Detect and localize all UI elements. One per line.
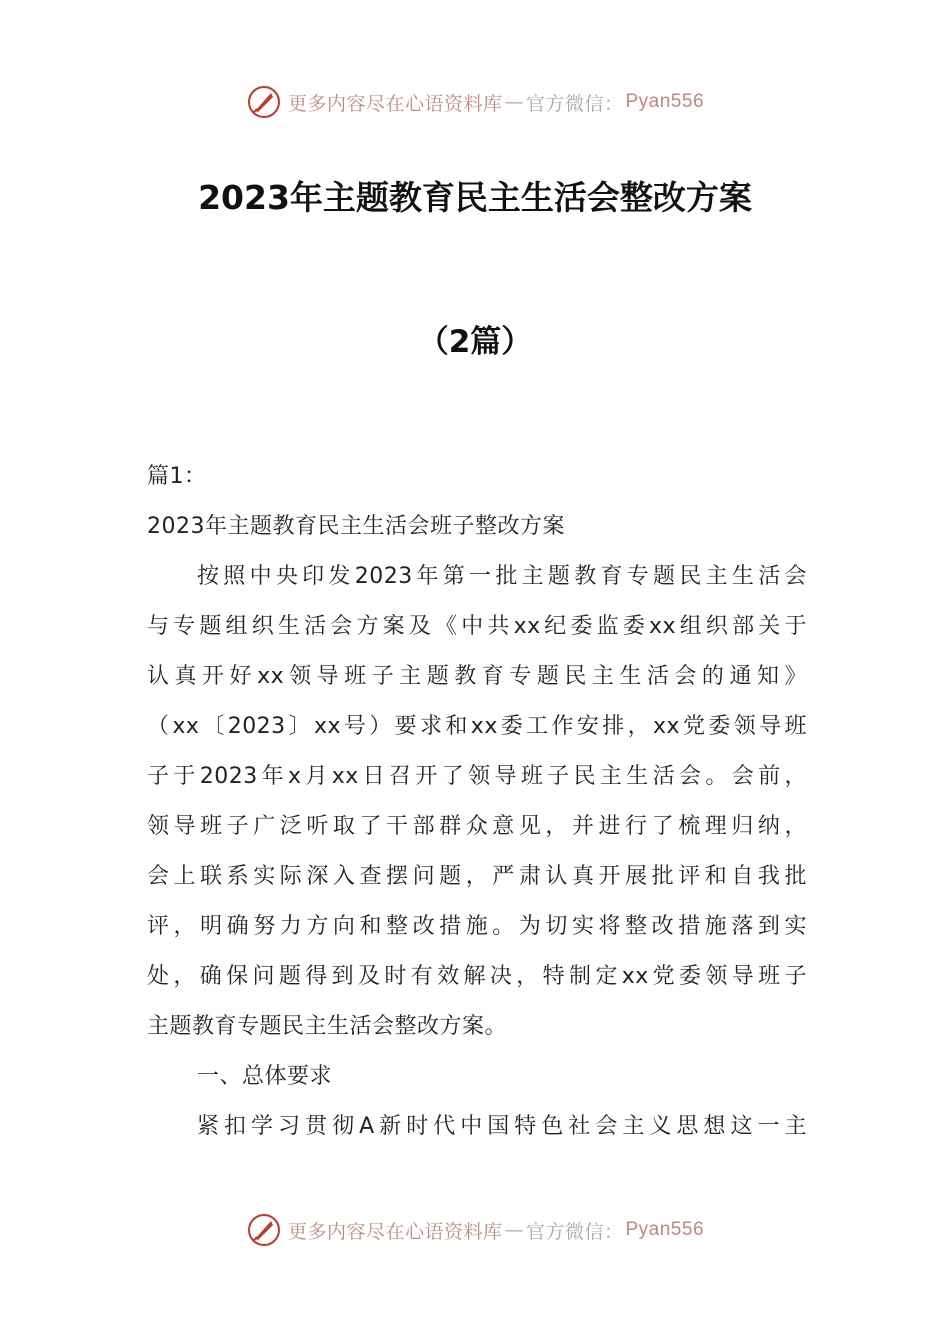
- paragraph-line: 评，明确努力方向和整改措施。为切实将整改措施落到实: [147, 914, 807, 939]
- banner-dash: —: [504, 91, 524, 113]
- paragraph-line: 按照中央印发2023年第一批主题教育专题民主生活会: [197, 564, 807, 589]
- paragraph-2-line: 紧扣学习贯彻A新时代中国特色社会主义思想这一主: [197, 1114, 807, 1139]
- footer-watermark-banner: [0, 1208, 950, 1252]
- header-watermark-banner: [0, 80, 950, 124]
- paragraph-line: 处，确保问题得到及时有效解决，特制定xx党委领导班子: [147, 964, 807, 989]
- paragraph-line: 会上联系实际深入查摆问题，严肃认真开展批评和自我批: [147, 864, 807, 889]
- banner-dash: —: [504, 1219, 524, 1241]
- document-body: [147, 452, 807, 1152]
- section-title: 2023年主题教育民主生活会班子整改方案: [147, 514, 565, 539]
- banner-wechat-id: Pyan556: [625, 91, 705, 112]
- quill-logo-icon: [246, 1212, 282, 1248]
- paragraph-line: 领导班子广泛听取了干部群众意见，并进行了梳理归纳，: [147, 814, 807, 839]
- quill-logo-icon: [246, 84, 282, 120]
- banner-brand-text: 更多内容尽在心语资料库: [287, 1220, 503, 1243]
- banner-wechat-label: 官方微信：: [525, 92, 624, 115]
- paragraph-line: 认真开好xx领导班子主题教育专题民主生活会的通知》: [147, 664, 807, 689]
- banner-brand-text: 更多内容尽在心语资料库: [287, 92, 503, 115]
- paragraph-line: 主题教育专题民主生活会整改方案。: [147, 1014, 508, 1039]
- section-label: 篇1：: [147, 464, 207, 489]
- paragraph-line: 子于2023年x月xx日召开了领导班子民主生活会。会前，: [147, 764, 807, 789]
- paragraph-line: 与专题组织生活会方案及《中共xx纪委监委xx组织部关于: [147, 614, 807, 639]
- banner-wechat-label: 官方微信：: [525, 1220, 624, 1243]
- document-title: 2023年主题教育民主生活会整改方案: [198, 178, 752, 217]
- banner-wechat-id: Pyan556: [625, 1219, 705, 1240]
- paragraph-line: （xx〔2023〕xx号）要求和xx委工作安排，xx党委领导班: [147, 714, 807, 739]
- heading-general-requirements: 一、总体要求: [197, 1064, 333, 1089]
- document-subtitle: （2篇）: [417, 324, 533, 360]
